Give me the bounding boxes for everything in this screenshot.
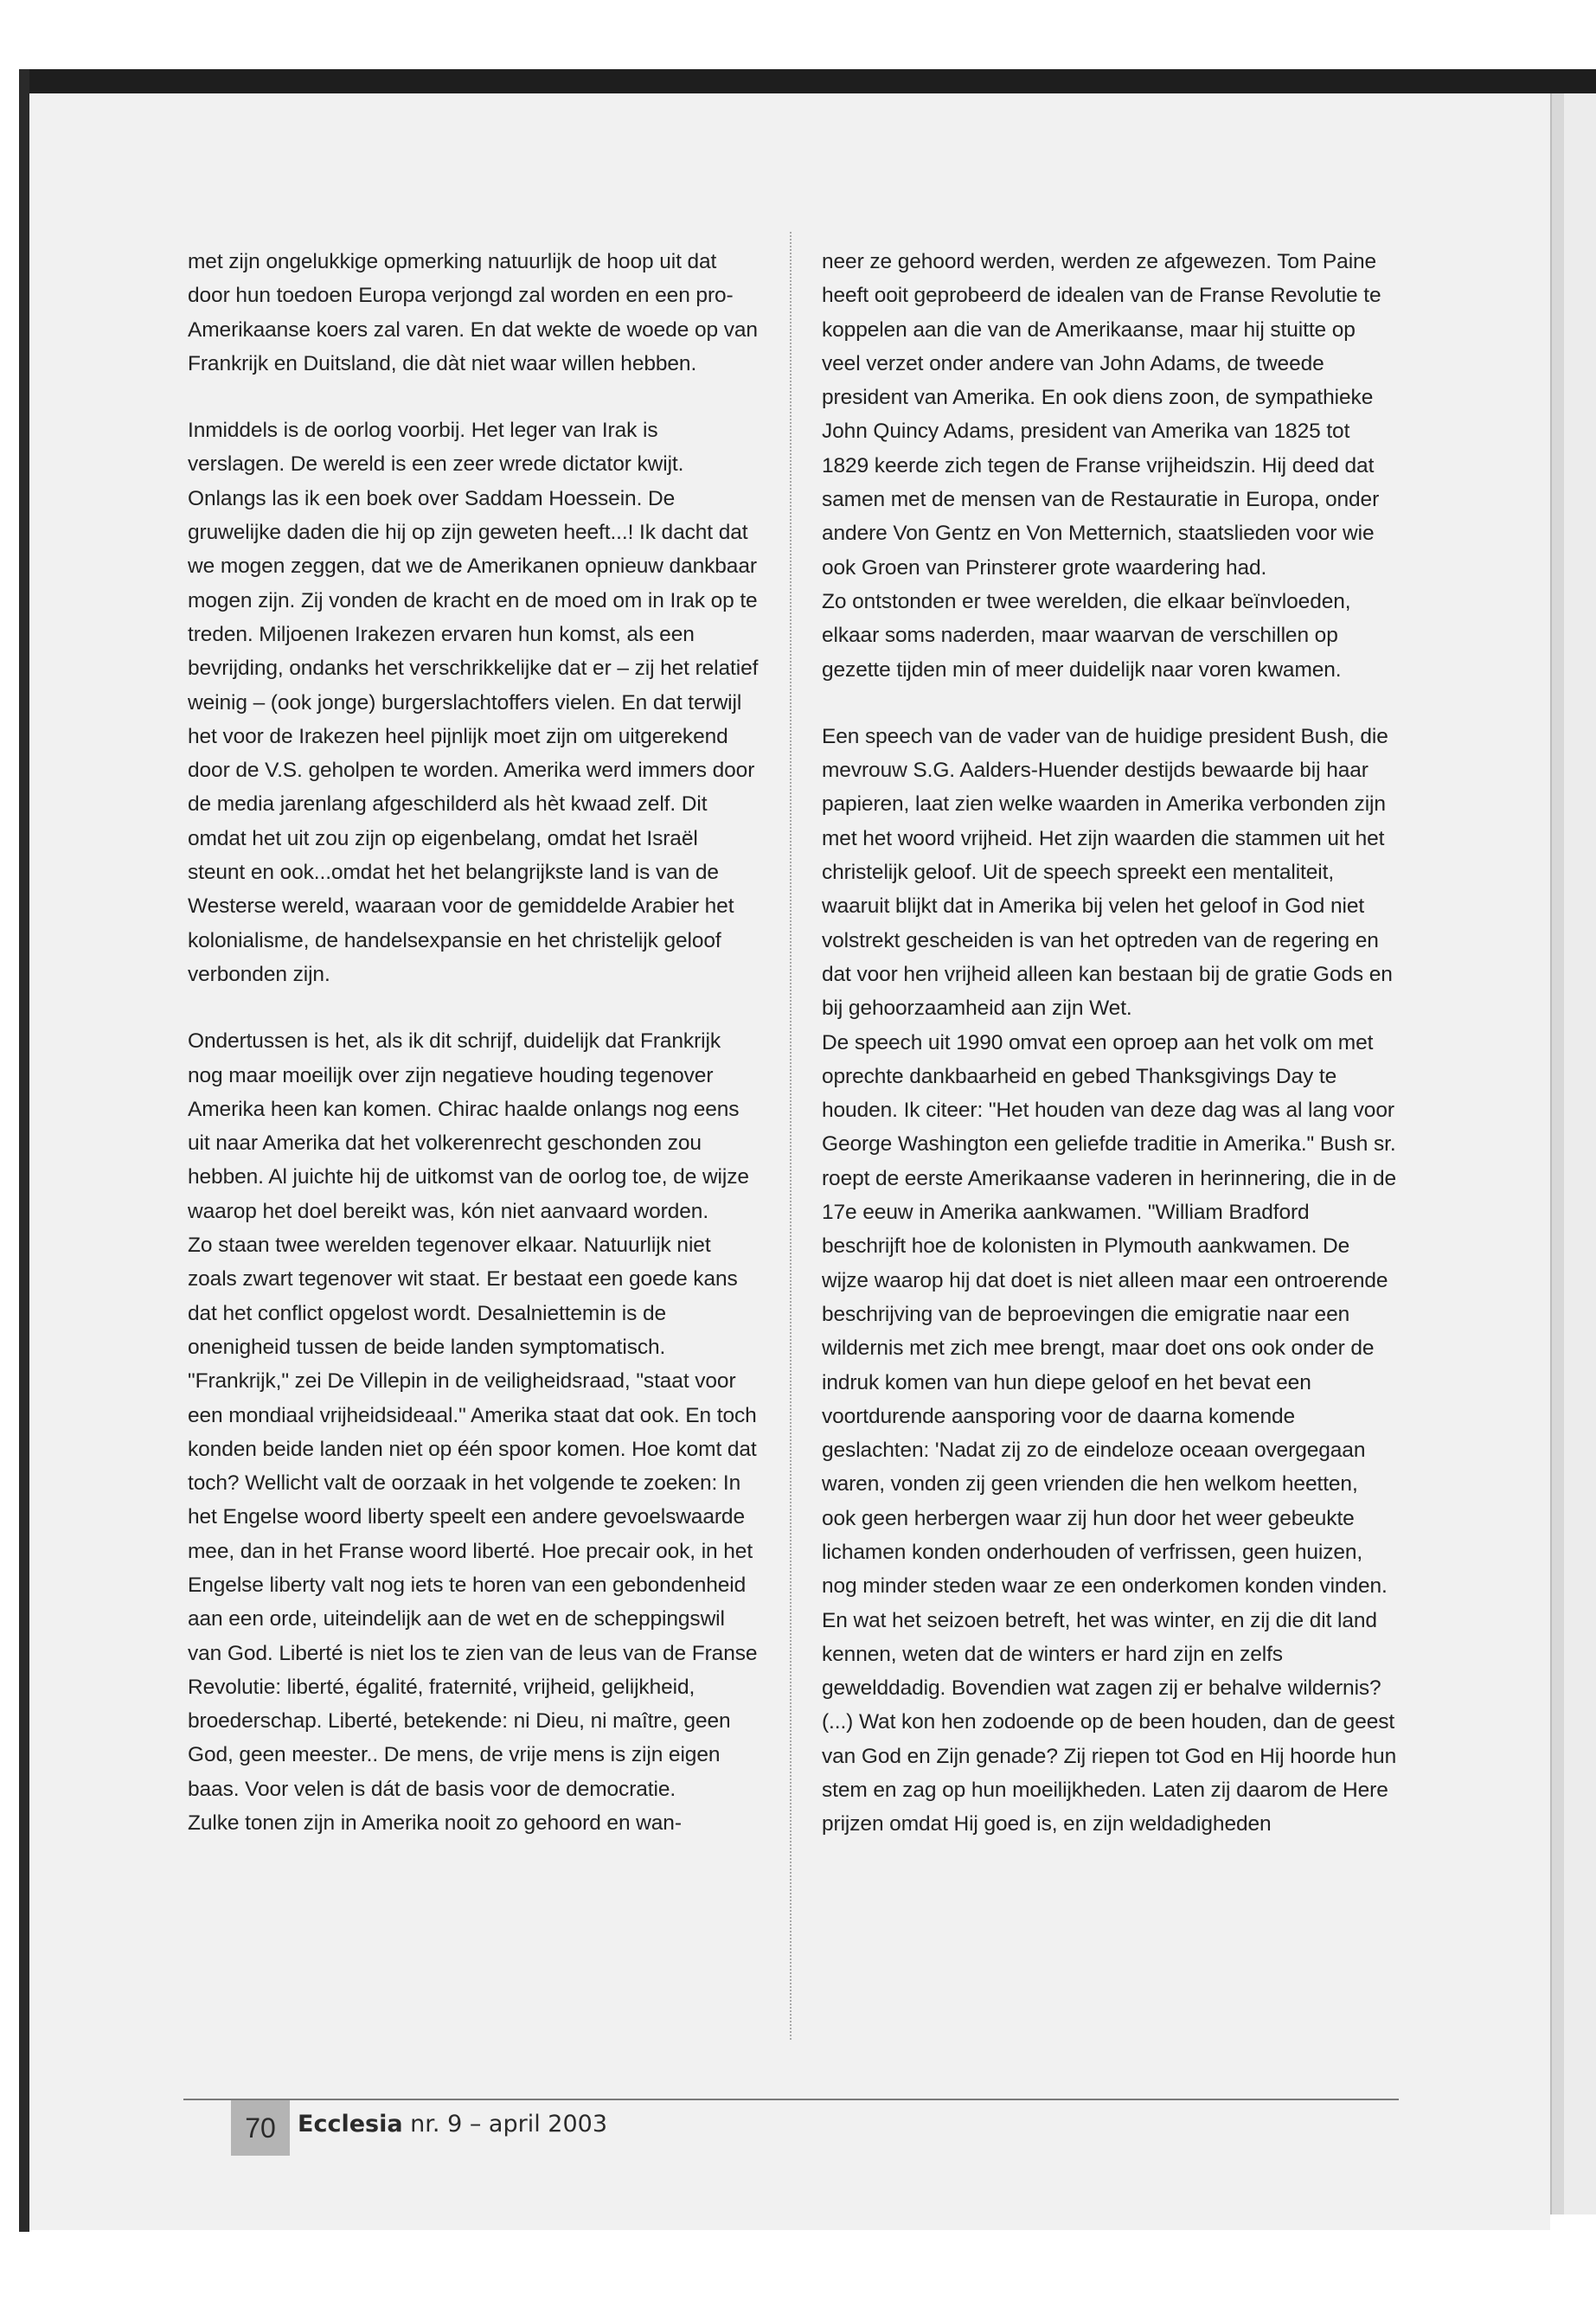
scan-edge-right — [1564, 93, 1596, 2214]
page-number: 70 — [231, 2100, 290, 2156]
paragraph: Een speech van de vader van de huidige president Bush, die mevrouw S.G. Aalders-Huender destijds bewaarde bij haar papieren, laat zien welke waarden in Amerika verbonden zijn met het woord vrijheid. Het zijn waarden die stammen uit het christelijk geloof. Uit de speech spreekt een mentaliteit, waaruit blijkt dat in Amerika bij velen het geloof in God niet volstrekt gescheiden is van het optreden van de regering en dat voor hen vrijheid alleen kan bestaan bij de gratie Gods en bij gehoorzaamheid aan zijn Wet. — [822, 724, 1393, 1021]
publication-name: Ecclesia — [298, 2111, 403, 2138]
column-divider — [790, 232, 792, 2040]
issue-info: nr. 9 – april 2003 — [410, 2111, 607, 2138]
paragraph: De speech uit 1990 omvat een oproep aan het volk om met oprechte dankbaarheid en gebed Thanksgivings Day te houden. Ik citeer: "Het houden van deze dag was al lang voor George Washington een geliefde traditie in Amerika." Bush sr. roept de eerste Amerikaanse vaderen in herinnering, die in de 17e eeuw in Amerika aankwamen. "William Bradford beschrijft hoe de kolonisten in Plymouth aankwamen. De wijze waarop hij dat doet is niet alleen maar een ontroerende beschrijving van de beproevingen die emigratie naar een wildernis met zich mee brengt, maar doet ons ook onder de indruk komen van hun diepe geloof en het bevat een voortdurende aansporing voor de daarna komende geslachten: 'Nadat zij zo de eindeloze oceaan overgegaan waren, vonden zij geen vrienden die hen welkom heetten, ook geen herbergen waar zij hun door het weer gebeukte lichamen konden onderhouden of verfrissen, geen huizen, nog minder steden waar ze een onderkomen konden vinden. En wat het seizoen betreft, het was winter, en zij die dit land kennen, weten dat de winters er hard zijn en zelfs gewelddadig. Bovendien wat zagen zij er behalve wildernis? (...) Wat kon hen zodoende op de been houden, dan de geest van God en Zijn genade? Zij riepen tot God en Hij hoorde hun stem en zag op hun moeilijkheden. Laten zij daarom de Here prijzen omdat Hij goed is, en zijn weldadigheden — [822, 1030, 1397, 1836]
scan-border-top — [19, 69, 1596, 93]
paragraph-gap — [822, 687, 1397, 720]
footer-rule — [183, 2099, 1399, 2100]
paragraph-gap — [188, 991, 759, 1024]
paragraph-gap — [188, 381, 759, 413]
article-column-left — [188, 245, 759, 1840]
scan-border-left — [19, 69, 29, 2232]
paragraph: Inmiddels is de oorlog voorbij. Het leger van Irak is verslagen. De wereld is een zeer wrede dictator kwijt. Onlangs las ik een boek over Saddam Hoessein. De gruwelijke daden die hij op zijn geweten heeft...! Ik dacht dat we mogen zeggen, dat we de Amerikanen opnieuw dankbaar mogen zijn. Zij vonden de kracht en de moed om in Irak op te treden. Miljoenen Irakezen ervaren hun komst, als een bevrijding, ondanks het verschrikkelijke dat er – zij het relatief weinig – (ook jonge) burgerslachtoffers vielen. En dat terwijl het voor de Irakezen heel pijnlijk moet zijn om uitgerekend door de V.S. geholpen te worden. Amerika werd immers door de media jarenlang afgeschilderd als hèt kwaad zelf. Dit omdat het uit zou zijn op eigenbelang, omdat het Israël steunt en ook...omdat het het belangrijkste land is van de Westerse wereld, waaraan voor de gemiddelde Arabier het kolonialisme, de handelsexpansie en het christelijk geloof verbonden zijn. — [188, 419, 759, 986]
paragraph: Zulke tonen zijn in Amerika nooit zo gehoord en wan- — [188, 1811, 682, 1836]
paragraph: neer ze gehoord werden, werden ze afgewezen. Tom Paine heeft ooit geprobeerd de idealen van de Franse Revolutie te koppelen aan die van de Amerikaanse, maar hij stuitte op veel verzet onder andere van John Adams, de tweede president van Amerika. En ook diens zoon, de sympathieke John Quincy Adams, president van Amerika van 1825 tot 1829 keerde zich tegen de Franse vrijheidszin. Hij deed dat samen met de mensen van de Restauratie in Europa, onder andere Von Gentz en Von Metternich, staatslieden voor wie ook Groen van Prinsterer grote waardering had. — [822, 250, 1381, 580]
paragraph: Ondertussen is het, als ik dit schrijf, duidelijk dat Frankrijk nog maar moeilijk over zijn negatieve houding tegenover Amerika heen kan komen. Chirac haalde onlangs nog eens uit naar Amerika dat het volkerenrecht geschonden zou hebben. Al juichte hij de uitkomst van de oorlog toe, de wijze waarop het doel bereikt was, kón niet aanvaard worden. — [188, 1029, 749, 1223]
paragraph: Zo ontstonden er twee werelden, die elkaar beïnvloeden, elkaar soms naderden, maar waarvan de verschillen op gezette tijden min of meer duidelijk naar voren kwamen. — [822, 589, 1351, 682]
article-column-right — [822, 245, 1397, 1842]
paragraph: Zo staan twee werelden tegenover elkaar. Natuurlijk niet zoals zwart tegenover wit staat. Er bestaat een goede kans dat het conflict opgelost wordt. Desalniettemin is de onenigheid tussen de beide landen symptomatisch. "Frankrijk," zei De Villepin in de veiligheidsraad, "staat voor een mondiaal vrijheidsideaal." Amerika staat dat ook. En toch konden beide landen niet op één spoor komen. Hoe komt dat toch? Wellicht valt de oorzaak in het volgende te zoeken: In het Engelse woord liberty speelt een andere gevoelswaarde mee, dan in het Franse woord liberté. Hoe precair ook, in het Engelse liberty valt nog iets te horen van een gebondenheid aan een orde, uiteindelijk aan de wet en de scheppingswil van God. Liberté is niet los te zien van de leus van de Franse Revolutie: liberté, égalité, fraternité, vrijheid, gelijkheid, broederschap. Liberté, betekende: ni Dieu, ni maître, geen God, geen meester.. De mens, de vrije mens is zijn eigen baas. Voor velen is dát de basis voor de democratie. — [188, 1234, 758, 1801]
footer-publication — [298, 2111, 607, 2138]
paragraph: met zijn ongelukkige opmerking natuurlijk de hoop uit dat door hun toedoen Europa verjongd zal worden en een pro-Amerikaanse koers zal varen. En dat wekte de woede op van Frankrijk en Duitsland, die dàt niet waar willen hebben. — [188, 250, 758, 375]
